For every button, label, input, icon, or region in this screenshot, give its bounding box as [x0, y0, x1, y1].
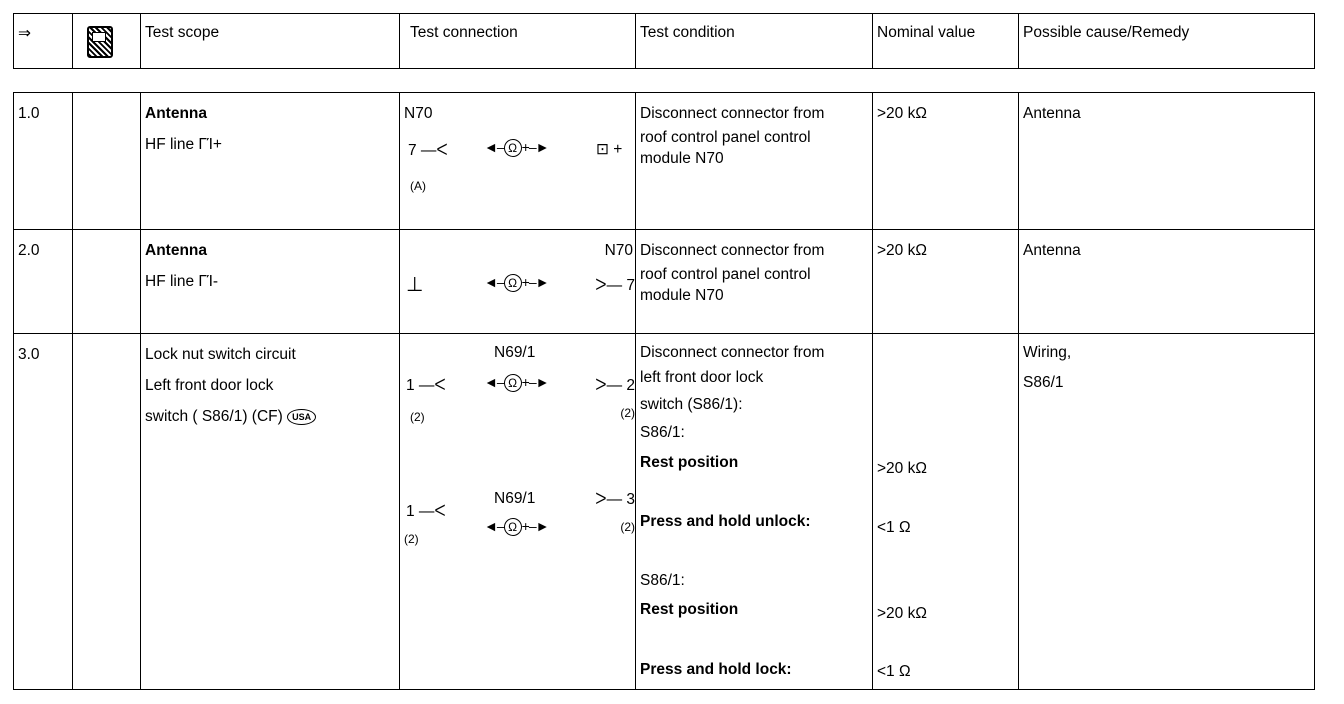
condition-cell: Disconnect connector from left front door lock switch (S86/1): S86/1: Rest position Press and hold unlock: S86/1: Rest position Press and hold lock:: [636, 334, 873, 690]
header-test-scope: Test scope: [141, 14, 400, 69]
remedy-cell: Antenna: [1019, 93, 1315, 230]
header-arrow-cell: [14, 14, 73, 69]
icon-cell: [73, 334, 141, 690]
table-row: [14, 334, 1315, 690]
battery-icon: ⊡ +: [596, 141, 623, 158]
header-test-condition: Test condition: [636, 14, 873, 69]
condition-cell: Disconnect connector from roof control panel control module N70: [636, 93, 873, 230]
table-row: [14, 230, 1315, 334]
tester-device-icon: [87, 26, 113, 58]
icon-cell: [73, 93, 141, 230]
ohmmeter-icon: ◄– Ω +–►: [484, 374, 549, 391]
icon-cell: [73, 230, 141, 334]
scope-cell: Antenna HF line ΓΊ+: [141, 93, 400, 230]
step-cell: 2.0: [14, 230, 73, 334]
scope-cell: Antenna HF line ΓΊ-: [141, 230, 400, 334]
header-icon-cell: [73, 14, 141, 69]
remedy-cell: Antenna: [1019, 230, 1315, 334]
nominal-cell: >20 kΩ <1 Ω >20 kΩ <1 Ω: [873, 334, 1019, 690]
table-row: [14, 93, 1315, 230]
header-test-connection: Test connection: [400, 14, 636, 69]
header-nominal-value: Nominal value: [873, 14, 1019, 69]
connection-cell: N70 ⊥ ◄– Ω +–► ᐳ— 7: [400, 230, 636, 334]
arrow-icon: ⇒: [18, 25, 31, 42]
ohmmeter-icon: ◄– Ω +–►: [484, 518, 549, 535]
nominal-cell: >20 kΩ: [873, 230, 1019, 334]
ohmmeter-icon: ◄– Ω +–►: [484, 139, 549, 156]
scope-cell: Lock nut switch circuit Left front door lock switch ( S86/1) (CF) USA: [141, 334, 400, 690]
step-cell: 1.0: [14, 93, 73, 230]
condition-cell: Disconnect connector from roof control panel control module N70: [636, 230, 873, 334]
ground-icon: ⊥: [406, 274, 424, 296]
test-table: [13, 92, 1315, 690]
remedy-cell: Wiring, S86/1: [1019, 334, 1315, 690]
header-remedy: Possible cause/Remedy: [1019, 14, 1315, 69]
connection-cell: N69/1 1 —ᐸ (2) ◄– Ω +–► ᐳ— 2 (2) N69/1 1 —ᐸ (2) ◄– Ω +–► ᐳ— 3 (2): [400, 334, 636, 690]
usa-badge-icon: USA: [287, 409, 316, 425]
connection-cell: N70 7 —ᐸ (A) ◄– Ω +–► ⊡ +: [400, 93, 636, 230]
step-cell: 3.0: [14, 334, 73, 690]
ohmmeter-icon: ◄– Ω +–►: [484, 274, 549, 291]
nominal-cell: >20 kΩ: [873, 93, 1019, 230]
header-table: [13, 13, 1315, 69]
